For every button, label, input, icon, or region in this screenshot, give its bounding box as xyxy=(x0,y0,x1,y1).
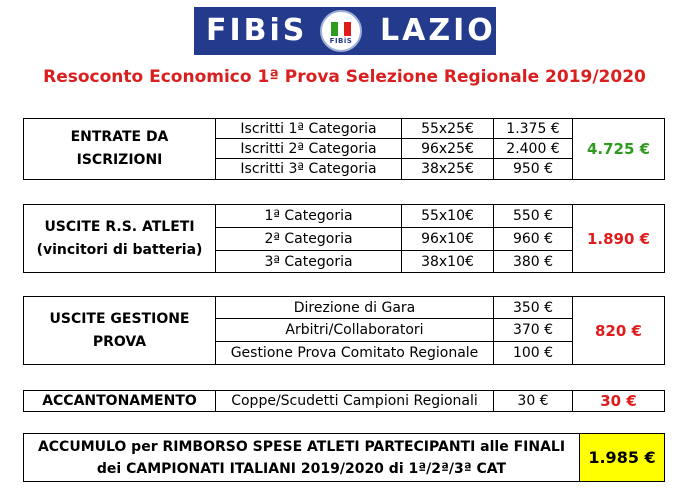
entrate-desc: Iscritti 2ª Categoria xyxy=(216,139,402,159)
entrate-amount: 2.400 € xyxy=(494,139,573,159)
accumulo-table xyxy=(23,433,665,482)
accantonamento-label: ACCANTONAMENTO xyxy=(24,391,216,412)
uscite-atleti-amount: 380 € xyxy=(494,251,573,273)
uscite-atleti-formula: 55x10€ xyxy=(402,205,494,228)
entrate-formula: 38x25€ xyxy=(402,159,494,180)
entrate-amount: 1.375 € xyxy=(494,119,573,139)
uscite-atleti-formula: 38x10€ xyxy=(402,251,494,273)
fibis-lazio-logo xyxy=(194,7,496,55)
uscite-atleti-desc: 3ª Categoria xyxy=(216,251,402,273)
entrate-label: ENTRATE DA ISCRIZIONI xyxy=(24,119,216,180)
accumulo-total: 1.985 € xyxy=(580,434,665,482)
entrate-table xyxy=(23,118,665,180)
entrate-total: 4.725 € xyxy=(573,119,665,180)
uscite-gestione-amount: 100 € xyxy=(494,342,573,365)
uscite-atleti-amount: 960 € xyxy=(494,228,573,251)
accumulo-label: ACCUMULO per RIMBORSO SPESE ATLETI PARTECIPANTI alle FINALI dei CAMPIONATI ITALIANI 2019/2020 di 1ª/2ª/3ª CAT xyxy=(24,434,580,482)
uscite-atleti-formula: 96x10€ xyxy=(402,228,494,251)
uscite-gestione-amount: 350 € xyxy=(494,297,573,319)
uscite-gestione-desc: Arbitri/Collaboratori xyxy=(216,319,494,342)
entrate-desc: Iscritti 1ª Categoria xyxy=(216,119,402,139)
uscite-atleti-amount: 550 € xyxy=(494,205,573,228)
uscite-gestione-desc: Gestione Prova Comitato Regionale xyxy=(216,342,494,365)
logo-text-lazio: LAZIO xyxy=(380,13,496,48)
entrate-amount: 950 € xyxy=(494,159,573,180)
uscite-gestione-table xyxy=(23,296,665,365)
page-title: Resoconto Economico 1ª Prova Selezione Regionale 2019/2020 xyxy=(43,67,646,87)
fibis-emblem-icon xyxy=(320,10,362,52)
uscite-gestione-label: USCITE GESTIONE PROVA xyxy=(24,297,216,365)
italian-flag-icon xyxy=(331,22,351,36)
uscite-atleti-desc: 2ª Categoria xyxy=(216,228,402,251)
accantonamento-amount: 30 € xyxy=(494,391,573,412)
uscite-atleti-total: 1.890 € xyxy=(573,205,665,273)
accantonamento-total: 30 € xyxy=(573,391,665,412)
uscite-atleti-table xyxy=(23,204,665,273)
entrate-formula: 55x25€ xyxy=(402,119,494,139)
uscite-gestione-desc: Direzione di Gara xyxy=(216,297,494,319)
uscite-gestione-total: 820 € xyxy=(573,297,665,365)
accantonamento-table xyxy=(23,390,665,412)
logo-text-fibis: FIBiS xyxy=(206,13,308,48)
entrate-formula: 96x25€ xyxy=(402,139,494,159)
emblem-label: FIBiS xyxy=(329,37,353,45)
accantonamento-desc: Coppe/Scudetti Campioni Regionali xyxy=(216,391,494,412)
uscite-atleti-desc: 1ª Categoria xyxy=(216,205,402,228)
entrate-desc: Iscritti 3ª Categoria xyxy=(216,159,402,180)
uscite-gestione-amount: 370 € xyxy=(494,319,573,342)
uscite-atleti-label: USCITE R.S. ATLETI (vincitori di batteria) xyxy=(24,205,216,273)
